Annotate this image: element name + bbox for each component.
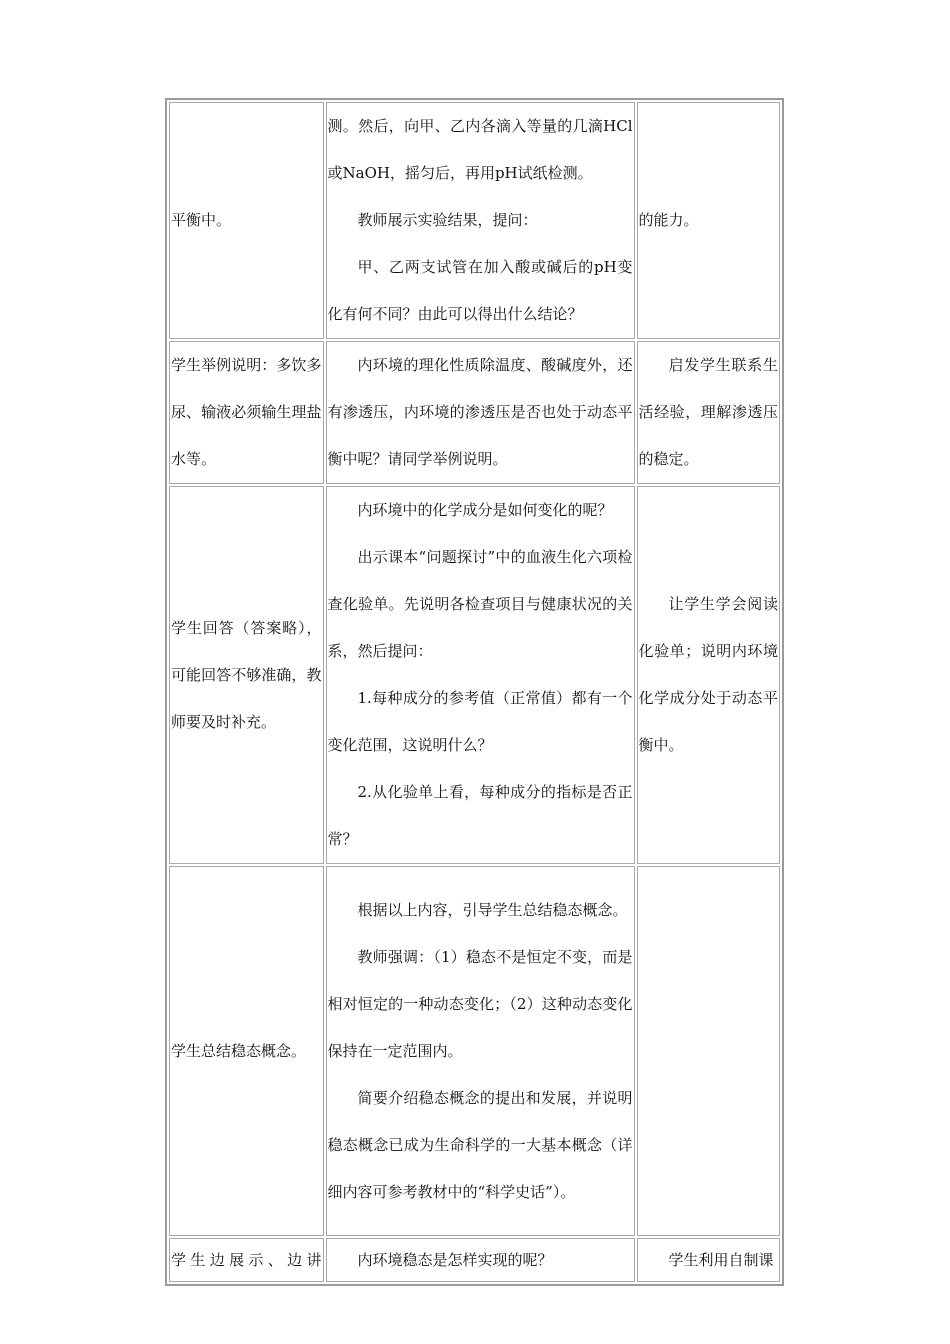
design-intent-cell [637,486,780,864]
student-activity-cell [169,866,324,1236]
cell-paragraph: 测。然后，向甲、乙内各滴入等量的几滴HCl或NaOH，摇匀后，再用pH试纸检测。 [327,117,633,182]
cell-paragraph: 根据以上内容，引导学生总结稳态概念。 [357,900,628,919]
cell-paragraph: 内环境稳态是怎样实现的呢？ [357,1251,553,1269]
cell-paragraph: 出示课本“问题探讨”中的血液生化六项检查化验单。先说明各检查项目与健康状况的关系，然后提问： [327,548,633,660]
cell-text: 学生回答（答案略），可能回答不够准确，教师要及时补充。 [171,618,322,731]
design-intent-cell [637,102,780,339]
teacher-activity-cell [326,1238,635,1282]
table-row [169,102,780,339]
cell-text: 启发学生联系生活经验，理解渗透压的稳定。 [638,356,778,468]
cell-text: 学生举例说明：多饮多尿、输液必须输生理盐水等。 [171,356,322,468]
cell-text: 平衡中。 [171,211,232,229]
student-activity-cell [169,102,324,339]
table-row [169,866,780,1236]
cell-paragraph: 内环境中的化学成分是如何变化的呢？ [357,501,613,519]
design-intent-cell [637,866,780,1236]
teacher-activity-cell [326,341,635,484]
table-row [169,341,780,484]
table-row [169,486,780,864]
lesson-plan-table [165,98,784,1286]
design-intent-cell [637,1238,780,1282]
teacher-activity-cell [326,866,635,1236]
teacher-activity-cell [326,486,635,864]
cell-paragraph: 1.每种成分的参考值（正常值）都有一个变化范围，这说明什么？ [327,689,633,754]
cell-paragraph: 教师展示实验结果，提问： [357,211,538,229]
cell-paragraph: 甲、乙两支试管在加入酸或碱后的pH变化有何不同？由此可以得出什么结论？ [327,258,633,323]
cell-text: 学生利用自制课 [668,1251,774,1269]
teacher-activity-cell [326,102,635,339]
cell-paragraph: 2.从化验单上看，每种成分的指标是否正常？ [327,783,633,848]
cell-paragraph: 简要介绍稳态概念的提出和发展，并说明稳态概念已成为生命科学的一大基本概念（详细内容可参考教材中的“科学史话”）。 [327,1088,633,1201]
cell-paragraph: 教师强调：（1）稳态不是恒定不变，而是相对恒定的一种动态变化；（2）这种动态变化保持在一定范围内。 [327,947,633,1060]
cell-text: 学生边展示、边讲 [171,1251,322,1269]
cell-text: 让学生学会阅读化验单；说明内环境化学成分处于动态平衡中。 [638,595,778,754]
table-row [169,1238,780,1282]
student-activity-cell [169,1238,324,1282]
cell-paragraph: 内环境的理化性质除温度、酸碱度外，还有渗透压，内环境的渗透压是否也处于动态平衡中呢？请同学举例说明。 [327,356,633,468]
design-intent-cell [637,341,780,484]
cell-text: 学生总结稳态概念。 [171,1041,307,1060]
cell-text: 的能力。 [638,211,699,229]
student-activity-cell [169,341,324,484]
student-activity-cell [169,486,324,864]
